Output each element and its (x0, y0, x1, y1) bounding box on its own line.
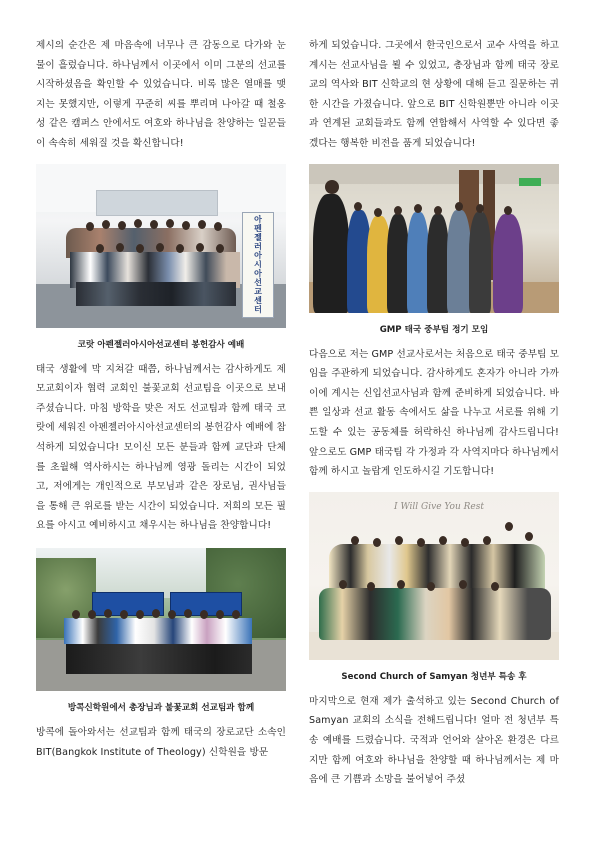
right-paragraph-3: 마지막으로 현재 제가 출석하고 있는 Second Church of Samyan 교회의 소식을 전해드립니다! 얼마 전 청년부 특송 예배를 드렸습니다. 국적과 언어와 살아온 환경은 다르지만 함께 여호와 하나님을 찬양할 때 하나님께서는 제 마음에 큰 기쁨과 소망을 불어넣어 주셨 (309, 695, 559, 786)
photo-appenzeller-center-dedication (36, 164, 286, 328)
left-paragraph-1: 제시의 순간은 제 마음속에 너무나 큰 감동으로 다가와 눈물이 흘렀습니다. 하나님께서 이곳에서 이미 그분의 선교를 시작하셨음을 확인할 수 있었습니다. 비록 많은 열매를 맺지는 못했지만, 이렇게 꾸준히 씨를 뿌리며 나아갈 때 철옹성 같은 캠퍼스 안에서도 여호와 하나님을 찬양하는 일꾼들이 속속히 세워질 것을 확신합니다! (36, 40, 286, 149)
photo-caption-4: Second Church of Samyan 청년부 특송 후 (341, 671, 527, 682)
photo-bangkok-institute-of-theology (36, 548, 286, 691)
wall-script-text: I Will Give You Rest (394, 501, 484, 512)
banner-sign (242, 212, 274, 318)
photo-caption-2: 방콕신학원에서 총장님과 불꽃교회 선교팀과 함께 (67, 702, 255, 713)
right-paragraph-2: 다음으로 저는 GMP 선교사로서는 처음으로 태국 중부팀 모임을 주관하게 되었습니다. 감사하게도 혼자가 아니라 가까이에 계시는 신입선교사님과 함께 준비하게 되었습니다. 바쁜 일상과 선교 활동 속에서도 삶을 나누고 서로를 위해 기도할 수 있는 공동체를 허락하신 하나님께 감사드립니다! 앞으로도 GMP 태국팀 각 가정과 각 사역지마다 하나님께서 함께 하시고 놀랍게 인도하시길 기도합니다! (309, 348, 559, 478)
right-paragraph-1: 하게 되었습니다. 그곳에서 한국인으로서 교수 사역을 하고 계시는 선교사님을 뵐 수 있었고, 총장님과 함께 태국 장로교의 역사와 BIT 신학교의 현 상황에 대해 듣고 질문하는 귀한 시간을 가졌습니다. 앞으로 BIT 신학원뿐만 아니라 이곳과 연계된 교회들과도 함께 연합해서 사역할 수 있다면 좋겠다는 행복한 비전을 품게 되었습니다! (309, 40, 560, 149)
photo-caption-1: 코랏 아펜젤러아시아선교센터 봉헌감사 예배 (77, 339, 245, 350)
photo-caption-3: GMP 태국 중부팀 정기 모임 (379, 324, 489, 335)
left-paragraph-3: 방콕에 돌아와서는 선교팀과 함께 태국의 장로교단 소속인 BIT(Bangkok Institute of Theology) 신학원을 방문 (36, 726, 286, 758)
banner-sign-text: 아펜젤러아시아선교센터 (253, 215, 263, 315)
photo-second-church-youth (309, 492, 559, 660)
left-column (36, 36, 286, 762)
photo-gmp-thailand-central-team (309, 164, 559, 313)
left-paragraph-2: 태국 생활에 막 지쳐갈 때쯤, 하나님께서는 감사하게도 제 모교회이자 협력 교회인 불꽃교회 선교팀을 이곳으로 보내주셨습니다. 마침 방학을 맞은 저도 선교팀과 함께 태국 코랏에 세워진 아펜젤러아시아선교센터의 봉헌감사 예배에 참석하게 되었습니다! 모이신 모든 분들과 함께 교단과 단체를 초월해 역사하시는 하나님께 영광 돌리는 시간이 되었고, 저에게는 개인적으로 부모님과 같은 장로님, 권사님들을 통해 큰 위로를 받는 시간이 되었습니다. 저희의 모든 필요를 아시고 예비하시고 채우시는 하나님을 찬양합니다! (36, 363, 286, 532)
right-column (309, 36, 559, 790)
